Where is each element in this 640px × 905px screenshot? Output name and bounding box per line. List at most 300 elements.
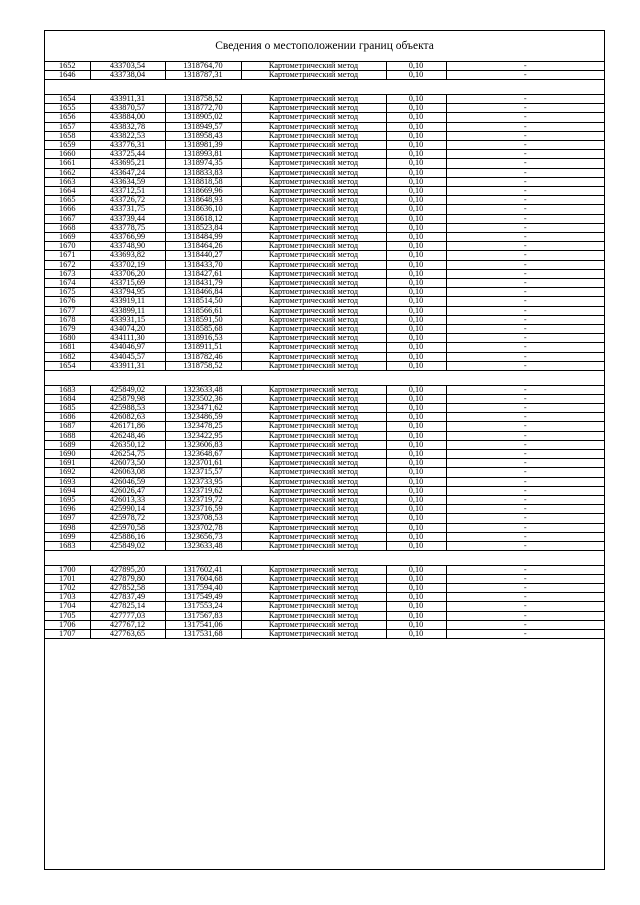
point-number-cell: 1665: [45, 196, 90, 205]
note-cell: -: [446, 413, 604, 422]
point-number-cell: 1654: [45, 361, 90, 370]
x-coordinate-cell: 427825,14: [90, 602, 165, 611]
method-cell: Картометрический метод: [241, 394, 386, 403]
note-cell: -: [446, 394, 604, 403]
note-cell: -: [446, 343, 604, 352]
y-coordinate-cell: 1318911,51: [165, 343, 241, 352]
x-coordinate-cell: 425990,14: [90, 505, 165, 514]
x-coordinate-cell: 434074,20: [90, 324, 165, 333]
x-coordinate-cell: 427837,49: [90, 593, 165, 602]
y-coordinate-cell: 1317567,83: [165, 611, 241, 620]
point-number-cell: 1666: [45, 205, 90, 214]
accuracy-cell: 0,10: [386, 288, 446, 297]
method-cell: Картометрический метод: [241, 122, 386, 131]
note-cell: -: [446, 242, 604, 251]
y-coordinate-cell: 1323648,67: [165, 449, 241, 458]
point-number-cell: 1674: [45, 278, 90, 287]
method-cell: Картометрический метод: [241, 413, 386, 422]
method-cell: Картометрический метод: [241, 159, 386, 168]
method-cell: Картометрический метод: [241, 260, 386, 269]
point-number-cell: 1667: [45, 214, 90, 223]
table-row: [45, 514, 604, 523]
x-coordinate-cell: 425886,16: [90, 532, 165, 541]
table-row: [45, 459, 604, 468]
method-cell: Картометрический метод: [241, 315, 386, 324]
table-row: [45, 394, 604, 403]
y-coordinate-cell: 1318993,81: [165, 150, 241, 159]
accuracy-cell: 0,10: [386, 523, 446, 532]
x-coordinate-cell: 426063,08: [90, 468, 165, 477]
method-cell: Картометрический метод: [241, 620, 386, 629]
method-cell: Картометрический метод: [241, 611, 386, 620]
y-coordinate-cell: 1318585,68: [165, 324, 241, 333]
table-row: [45, 334, 604, 343]
x-coordinate-cell: 427763,65: [90, 630, 165, 639]
accuracy-cell: 0,10: [386, 565, 446, 574]
accuracy-cell: 0,10: [386, 196, 446, 205]
point-number-cell: 1658: [45, 131, 90, 140]
note-cell: -: [446, 352, 604, 361]
y-coordinate-cell: 1318772,70: [165, 104, 241, 113]
method-cell: Картометрический метод: [241, 565, 386, 574]
method-cell: Картометрический метод: [241, 242, 386, 251]
method-cell: Картометрический метод: [241, 602, 386, 611]
table-row: [45, 532, 604, 541]
note-cell: -: [446, 486, 604, 495]
accuracy-cell: 0,10: [386, 413, 446, 422]
y-coordinate-cell: 1318758,52: [165, 94, 241, 103]
table-row: [45, 449, 604, 458]
table-row: [45, 205, 604, 214]
table-row: [45, 168, 604, 177]
note-cell: -: [446, 306, 604, 315]
method-cell: Картометрический метод: [241, 177, 386, 186]
table-row: [45, 477, 604, 486]
method-cell: Картометрический метод: [241, 514, 386, 523]
y-coordinate-cell: 1323701,61: [165, 459, 241, 468]
x-coordinate-cell: 426082,63: [90, 413, 165, 422]
x-coordinate-cell: 425879,98: [90, 394, 165, 403]
accuracy-cell: 0,10: [386, 94, 446, 103]
boundary-sheet: [44, 30, 605, 870]
x-coordinate-cell: 425970,58: [90, 523, 165, 532]
table-row: [45, 440, 604, 449]
x-coordinate-cell: 433695,21: [90, 159, 165, 168]
y-coordinate-cell: 1318758,52: [165, 361, 241, 370]
y-coordinate-cell: 1323633,48: [165, 385, 241, 394]
method-cell: Картометрический метод: [241, 131, 386, 140]
y-coordinate-cell: 1323486,59: [165, 413, 241, 422]
table-row: [45, 196, 604, 205]
table-row: [45, 565, 604, 574]
method-cell: Картометрический метод: [241, 440, 386, 449]
point-number-cell: 1661: [45, 159, 90, 168]
y-coordinate-cell: 1318484,99: [165, 232, 241, 241]
point-number-cell: 1676: [45, 297, 90, 306]
table-row: [45, 306, 604, 315]
y-coordinate-cell: 1318764,70: [165, 62, 241, 71]
accuracy-cell: 0,10: [386, 584, 446, 593]
accuracy-cell: 0,10: [386, 505, 446, 514]
accuracy-cell: 0,10: [386, 394, 446, 403]
y-coordinate-cell: 1318618,12: [165, 214, 241, 223]
x-coordinate-cell: 433911,31: [90, 361, 165, 370]
accuracy-cell: 0,10: [386, 343, 446, 352]
point-number-cell: 1685: [45, 403, 90, 412]
point-number-cell: 1694: [45, 486, 90, 495]
method-cell: Картометрический метод: [241, 459, 386, 468]
table-row: [45, 352, 604, 361]
y-coordinate-cell: 1318818,58: [165, 177, 241, 186]
group-separator: [45, 551, 604, 566]
x-coordinate-cell: 433748,90: [90, 242, 165, 251]
x-coordinate-cell: 425849,02: [90, 541, 165, 550]
x-coordinate-cell: 426073,50: [90, 459, 165, 468]
point-number-cell: 1672: [45, 260, 90, 269]
method-cell: Картометрический метод: [241, 486, 386, 495]
accuracy-cell: 0,10: [386, 477, 446, 486]
y-coordinate-cell: 1317549,49: [165, 593, 241, 602]
table-row: [45, 131, 604, 140]
y-coordinate-cell: 1318648,93: [165, 196, 241, 205]
table-row: [45, 122, 604, 131]
note-cell: -: [446, 223, 604, 232]
accuracy-cell: 0,10: [386, 315, 446, 324]
method-cell: Картометрический метод: [241, 324, 386, 333]
accuracy-cell: 0,10: [386, 324, 446, 333]
accuracy-cell: 0,10: [386, 486, 446, 495]
y-coordinate-cell: 1317553,24: [165, 602, 241, 611]
table-row: [45, 361, 604, 370]
note-cell: -: [446, 431, 604, 440]
method-cell: Картометрический метод: [241, 94, 386, 103]
note-cell: -: [446, 324, 604, 333]
y-coordinate-cell: 1318466,84: [165, 288, 241, 297]
group-separator: [45, 371, 604, 386]
y-coordinate-cell: 1317594,40: [165, 584, 241, 593]
point-number-cell: 1699: [45, 532, 90, 541]
y-coordinate-cell: 1323702,78: [165, 523, 241, 532]
x-coordinate-cell: 426254,75: [90, 449, 165, 458]
x-coordinate-cell: 433634,59: [90, 177, 165, 186]
y-coordinate-cell: 1323719,62: [165, 486, 241, 495]
table-row: [45, 486, 604, 495]
accuracy-cell: 0,10: [386, 620, 446, 629]
note-cell: -: [446, 468, 604, 477]
point-number-cell: 1682: [45, 352, 90, 361]
x-coordinate-cell: 433794,95: [90, 288, 165, 297]
table-row: [45, 260, 604, 269]
accuracy-cell: 0,10: [386, 122, 446, 131]
accuracy-cell: 0,10: [386, 422, 446, 431]
note-cell: -: [446, 269, 604, 278]
note-cell: -: [446, 334, 604, 343]
accuracy-cell: 0,10: [386, 104, 446, 113]
y-coordinate-cell: 1318782,46: [165, 352, 241, 361]
x-coordinate-cell: 434046,97: [90, 343, 165, 352]
point-number-cell: 1652: [45, 62, 90, 71]
accuracy-cell: 0,10: [386, 269, 446, 278]
separator-cell: [45, 551, 604, 566]
point-number-cell: 1673: [45, 269, 90, 278]
table-row: [45, 541, 604, 550]
table-row: [45, 232, 604, 241]
table-row: [45, 468, 604, 477]
accuracy-cell: 0,10: [386, 468, 446, 477]
point-number-cell: 1687: [45, 422, 90, 431]
table-row: [45, 495, 604, 504]
point-number-cell: 1701: [45, 574, 90, 583]
accuracy-cell: 0,10: [386, 242, 446, 251]
method-cell: Картометрический метод: [241, 113, 386, 122]
method-cell: Картометрический метод: [241, 574, 386, 583]
point-number-cell: 1692: [45, 468, 90, 477]
x-coordinate-cell: 433738,04: [90, 71, 165, 80]
table-row: [45, 505, 604, 514]
point-number-cell: 1702: [45, 584, 90, 593]
note-cell: -: [446, 495, 604, 504]
method-cell: Картометрический метод: [241, 288, 386, 297]
table-row: [45, 611, 604, 620]
method-cell: Картометрический метод: [241, 223, 386, 232]
table-row: [45, 94, 604, 103]
point-number-cell: 1677: [45, 306, 90, 315]
coordinates-table: [45, 62, 604, 639]
x-coordinate-cell: 433919,11: [90, 297, 165, 306]
accuracy-cell: 0,10: [386, 361, 446, 370]
accuracy-cell: 0,10: [386, 611, 446, 620]
point-number-cell: 1683: [45, 385, 90, 394]
x-coordinate-cell: 433822,53: [90, 131, 165, 140]
accuracy-cell: 0,10: [386, 71, 446, 80]
y-coordinate-cell: 1318566,61: [165, 306, 241, 315]
accuracy-cell: 0,10: [386, 352, 446, 361]
point-number-cell: 1706: [45, 620, 90, 629]
point-number-cell: 1703: [45, 593, 90, 602]
y-coordinate-cell: 1317602,41: [165, 565, 241, 574]
table-row: [45, 602, 604, 611]
x-coordinate-cell: 433766,99: [90, 232, 165, 241]
table-row: [45, 574, 604, 583]
accuracy-cell: 0,10: [386, 602, 446, 611]
x-coordinate-cell: 433715,69: [90, 278, 165, 287]
x-coordinate-cell: 427879,80: [90, 574, 165, 583]
x-coordinate-cell: 434045,57: [90, 352, 165, 361]
note-cell: -: [446, 214, 604, 223]
page-title: Сведения о местоположении границ объекта: [45, 31, 604, 62]
method-cell: Картометрический метод: [241, 71, 386, 80]
accuracy-cell: 0,10: [386, 150, 446, 159]
y-coordinate-cell: 1318636,10: [165, 205, 241, 214]
table-row: [45, 403, 604, 412]
note-cell: -: [446, 113, 604, 122]
x-coordinate-cell: 433778,75: [90, 223, 165, 232]
table-row: [45, 324, 604, 333]
point-number-cell: 1707: [45, 630, 90, 639]
method-cell: Картометрический метод: [241, 343, 386, 352]
method-cell: Картометрический метод: [241, 630, 386, 639]
accuracy-cell: 0,10: [386, 334, 446, 343]
point-number-cell: 1678: [45, 315, 90, 324]
x-coordinate-cell: 433702,19: [90, 260, 165, 269]
note-cell: -: [446, 104, 604, 113]
method-cell: Картометрический метод: [241, 168, 386, 177]
note-cell: -: [446, 177, 604, 186]
y-coordinate-cell: 1318981,39: [165, 140, 241, 149]
point-number-cell: 1671: [45, 251, 90, 260]
method-cell: Картометрический метод: [241, 196, 386, 205]
table-row: [45, 343, 604, 352]
table-row: [45, 242, 604, 251]
note-cell: -: [446, 168, 604, 177]
point-number-cell: 1696: [45, 505, 90, 514]
note-cell: -: [446, 71, 604, 80]
accuracy-cell: 0,10: [386, 440, 446, 449]
y-coordinate-cell: 1323633,48: [165, 541, 241, 550]
method-cell: Картометрический метод: [241, 205, 386, 214]
y-coordinate-cell: 1318591,50: [165, 315, 241, 324]
note-cell: -: [446, 150, 604, 159]
note-cell: -: [446, 459, 604, 468]
y-coordinate-cell: 1323715,57: [165, 468, 241, 477]
x-coordinate-cell: 433776,31: [90, 140, 165, 149]
y-coordinate-cell: 1323708,53: [165, 514, 241, 523]
accuracy-cell: 0,10: [386, 205, 446, 214]
y-coordinate-cell: 1323716,59: [165, 505, 241, 514]
point-number-cell: 1656: [45, 113, 90, 122]
note-cell: -: [446, 361, 604, 370]
table-row: [45, 413, 604, 422]
note-cell: -: [446, 574, 604, 583]
x-coordinate-cell: 433703,54: [90, 62, 165, 71]
x-coordinate-cell: 433647,24: [90, 168, 165, 177]
method-cell: Картометрический метод: [241, 449, 386, 458]
method-cell: Картометрический метод: [241, 269, 386, 278]
table-row: [45, 422, 604, 431]
accuracy-cell: 0,10: [386, 385, 446, 394]
note-cell: -: [446, 288, 604, 297]
x-coordinate-cell: 433706,20: [90, 269, 165, 278]
separator-cell: [45, 80, 604, 95]
method-cell: Картометрический метод: [241, 532, 386, 541]
y-coordinate-cell: 1323733,95: [165, 477, 241, 486]
note-cell: -: [446, 122, 604, 131]
x-coordinate-cell: 427767,12: [90, 620, 165, 629]
x-coordinate-cell: 433726,72: [90, 196, 165, 205]
x-coordinate-cell: 433712,51: [90, 186, 165, 195]
point-number-cell: 1698: [45, 523, 90, 532]
table-row: [45, 620, 604, 629]
x-coordinate-cell: 433931,15: [90, 315, 165, 324]
method-cell: Картометрический метод: [241, 541, 386, 550]
y-coordinate-cell: 1318905,02: [165, 113, 241, 122]
y-coordinate-cell: 1323656,73: [165, 532, 241, 541]
x-coordinate-cell: 433899,11: [90, 306, 165, 315]
x-coordinate-cell: 433832,78: [90, 122, 165, 131]
method-cell: Картометрический метод: [241, 352, 386, 361]
y-coordinate-cell: 1318464,26: [165, 242, 241, 251]
table-row: [45, 288, 604, 297]
note-cell: -: [446, 159, 604, 168]
note-cell: -: [446, 477, 604, 486]
point-number-cell: 1700: [45, 565, 90, 574]
y-coordinate-cell: 1318431,79: [165, 278, 241, 287]
method-cell: Картометрический метод: [241, 140, 386, 149]
group-separator: [45, 80, 604, 95]
y-coordinate-cell: 1318514,50: [165, 297, 241, 306]
table-row: [45, 71, 604, 80]
table-row: [45, 297, 604, 306]
accuracy-cell: 0,10: [386, 232, 446, 241]
accuracy-cell: 0,10: [386, 630, 446, 639]
method-cell: Картометрический метод: [241, 361, 386, 370]
y-coordinate-cell: 1323478,25: [165, 422, 241, 431]
point-number-cell: 1693: [45, 477, 90, 486]
method-cell: Картометрический метод: [241, 232, 386, 241]
x-coordinate-cell: 427777,03: [90, 611, 165, 620]
point-number-cell: 1657: [45, 122, 90, 131]
table-row: [45, 269, 604, 278]
point-number-cell: 1697: [45, 514, 90, 523]
point-number-cell: 1683: [45, 541, 90, 550]
note-cell: -: [446, 514, 604, 523]
note-cell: -: [446, 131, 604, 140]
method-cell: Картометрический метод: [241, 495, 386, 504]
note-cell: -: [446, 232, 604, 241]
x-coordinate-cell: 426026,47: [90, 486, 165, 495]
method-cell: Картометрический метод: [241, 297, 386, 306]
point-number-cell: 1705: [45, 611, 90, 620]
accuracy-cell: 0,10: [386, 532, 446, 541]
x-coordinate-cell: 433731,75: [90, 205, 165, 214]
table-row: [45, 186, 604, 195]
accuracy-cell: 0,10: [386, 514, 446, 523]
note-cell: -: [446, 449, 604, 458]
y-coordinate-cell: 1318523,84: [165, 223, 241, 232]
y-coordinate-cell: 1317531,68: [165, 630, 241, 639]
y-coordinate-cell: 1318669,96: [165, 186, 241, 195]
x-coordinate-cell: 433911,31: [90, 94, 165, 103]
method-cell: Картометрический метод: [241, 431, 386, 440]
note-cell: -: [446, 196, 604, 205]
note-cell: -: [446, 505, 604, 514]
table-row: [45, 584, 604, 593]
note-cell: -: [446, 541, 604, 550]
point-number-cell: 1646: [45, 71, 90, 80]
x-coordinate-cell: 427895,20: [90, 565, 165, 574]
note-cell: -: [446, 565, 604, 574]
table-row: [45, 159, 604, 168]
point-number-cell: 1655: [45, 104, 90, 113]
note-cell: -: [446, 205, 604, 214]
method-cell: Картометрический метод: [241, 584, 386, 593]
x-coordinate-cell: 426171,86: [90, 422, 165, 431]
accuracy-cell: 0,10: [386, 593, 446, 602]
point-number-cell: 1681: [45, 343, 90, 352]
method-cell: Картометрический метод: [241, 104, 386, 113]
method-cell: Картометрический метод: [241, 150, 386, 159]
x-coordinate-cell: 433739,44: [90, 214, 165, 223]
x-coordinate-cell: 426013,33: [90, 495, 165, 504]
accuracy-cell: 0,10: [386, 168, 446, 177]
y-coordinate-cell: 1323422,95: [165, 431, 241, 440]
accuracy-cell: 0,10: [386, 159, 446, 168]
note-cell: -: [446, 523, 604, 532]
y-coordinate-cell: 1323606,83: [165, 440, 241, 449]
method-cell: Картометрический метод: [241, 278, 386, 287]
point-number-cell: 1684: [45, 394, 90, 403]
x-coordinate-cell: 425849,02: [90, 385, 165, 394]
